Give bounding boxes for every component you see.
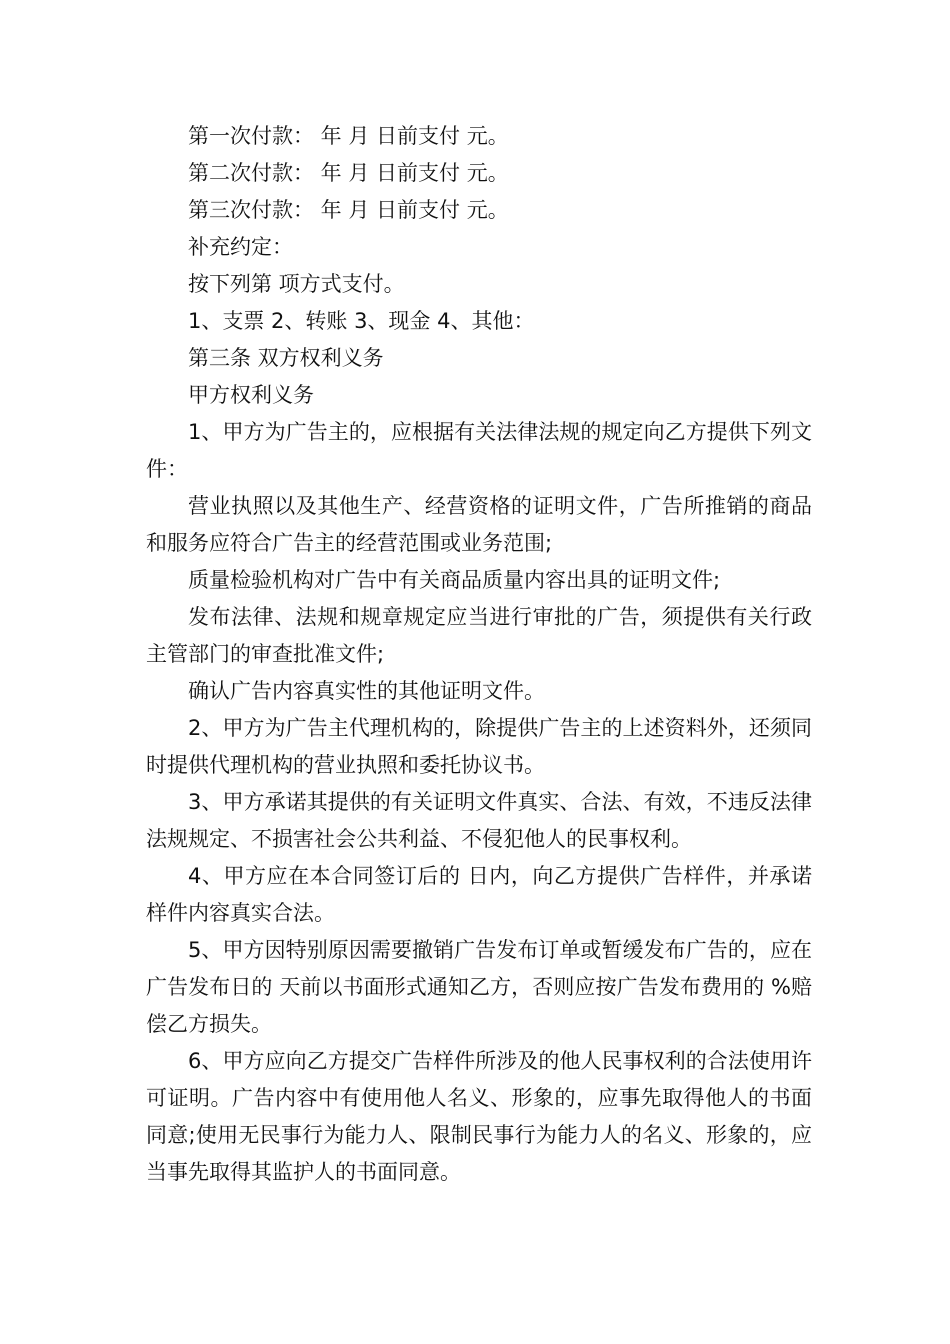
payment-options-line: 1、支票 2、转账 3、现金 4、其他： [188,309,535,333]
clause-6: 6、甲方应向乙方提交广告样件所涉及的他人民事权利的合法使用许可证明。广告内容中有使用他人名义、形象的，应事先取得他人的书面同意;使用无民事行为能力人、限制民事行为能力人的名义、形象的，应当事先取得其监护人的书面同意。 [146,1049,812,1184]
clause-1: 1、甲方为广告主的，应根据有关法律法规的规定向乙方提供下列文件： [146,420,812,481]
clause-1-item-other-proof: 确认广告内容真实性的其他证明文件。 [188,679,545,703]
clause-1-item-approval-document: 发布法律、法规和规章规定应当进行审批的广告，须提供有关行政主管部门的审查批准文件; [146,605,812,666]
payment-method-line: 按下列第 项方式支付。 [188,272,405,296]
payment-second-line: 第二次付款： 年 月 日前支付 元。 [188,161,509,185]
clause-3: 3、甲方承诺其提供的有关证明文件真实、合法、有效，不违反法律法规规定、不损害社会公共利益、不侵犯他人的民事权利。 [146,790,812,851]
supplementary-agreement-label: 补充约定： [188,235,293,259]
contract-text-body [146,118,812,1191]
payment-third-line: 第三次付款： 年 月 日前支付 元。 [188,198,509,222]
clause-2: 2、甲方为广告主代理机构的，除提供广告主的上述资料外，还须同时提供代理机构的营业执照和委托协议书。 [146,716,812,777]
party-a-rights-heading: 甲方权利义务 [188,383,314,407]
clause-5: 5、甲方因特别原因需要撤销广告发布订单或暂缓发布广告的，应在广告发布日的 天前以书面形式通知乙方，否则应按广告发布费用的 %赔偿乙方损失。 [146,938,812,1036]
clause-4: 4、甲方应在本合同签订后的 日内，向乙方提供广告样件，并承诺样件内容真实合法。 [146,864,812,925]
article-three-heading: 第三条 双方权利义务 [188,346,384,370]
clause-1-item-business-license: 营业执照以及其他生产、经营资格的证明文件，广告所推销的商品和服务应符合广告主的经营范围或业务范围; [146,494,812,555]
payment-first-line: 第一次付款： 年 月 日前支付 元。 [188,124,509,148]
clause-1-item-quality-certificate: 质量检验机构对广告中有关商品质量内容出具的证明文件; [188,568,721,592]
